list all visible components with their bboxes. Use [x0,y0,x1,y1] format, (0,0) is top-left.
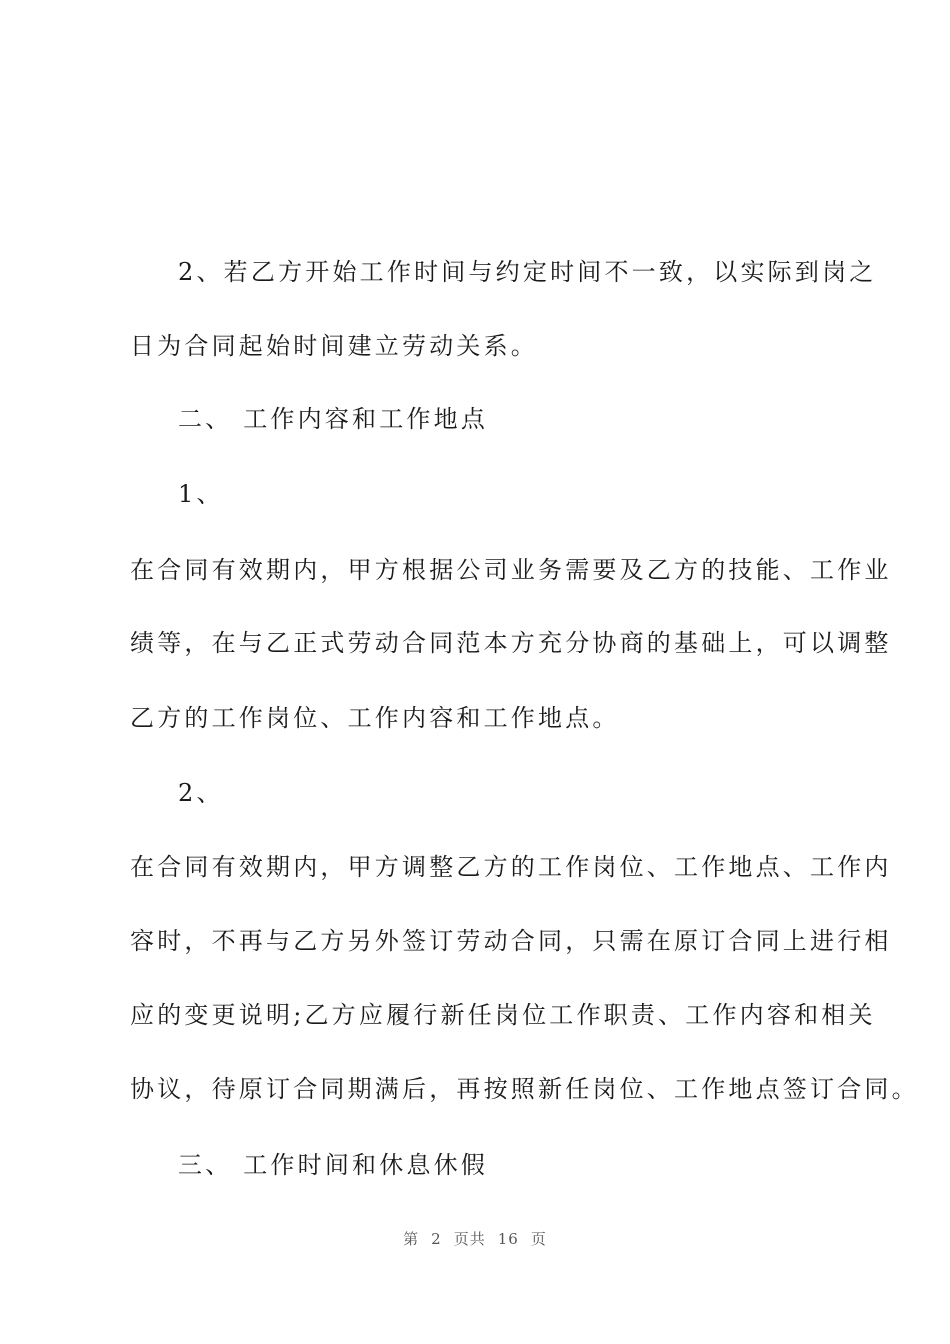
paragraph-line: 2、若乙方开始工作时间与约定时间不一致，以实际到岗之 [178,258,877,286]
section-heading: 三、 工作时间和休息休假 [178,1151,489,1179]
footer-suffix: 页 [530,1230,547,1248]
paragraph-line: 乙方的工作岗位、工作内容和工作地点。 [130,704,620,732]
item-number: 1、 [178,480,224,508]
page-footer [0,1228,950,1249]
item-number: 2、 [178,779,224,807]
current-page-number: 2 [431,1230,442,1248]
section-heading: 二、 工作内容和工作地点 [178,405,489,433]
paragraph-line: 协议，待原订合同期满后，再按照新任岗位、工作地点签订合同。 [130,1075,919,1103]
paragraph-line: 应的变更说明;乙方应履行新任岗位工作职责、工作内容和相关 [130,1001,876,1029]
total-pages-number: 16 [497,1230,519,1248]
paragraph-line: 日为合同起始时间建立劳动关系。 [130,332,538,360]
paragraph-line: 在合同有效期内，甲方根据公司业务需要及乙方的技能、工作业 [130,556,892,584]
paragraph-line: 绩等，在与乙正式劳动合同范本方充分协商的基础上，可以调整 [130,629,892,657]
paragraph-line: 容时，不再与乙方另外签订劳动合同，只需在原订合同上进行相 [130,927,892,955]
footer-prefix: 第 [403,1230,420,1248]
footer-mid: 页共 [453,1230,486,1248]
paragraph-line: 在合同有效期内，甲方调整乙方的工作岗位、工作地点、工作内 [130,853,892,881]
